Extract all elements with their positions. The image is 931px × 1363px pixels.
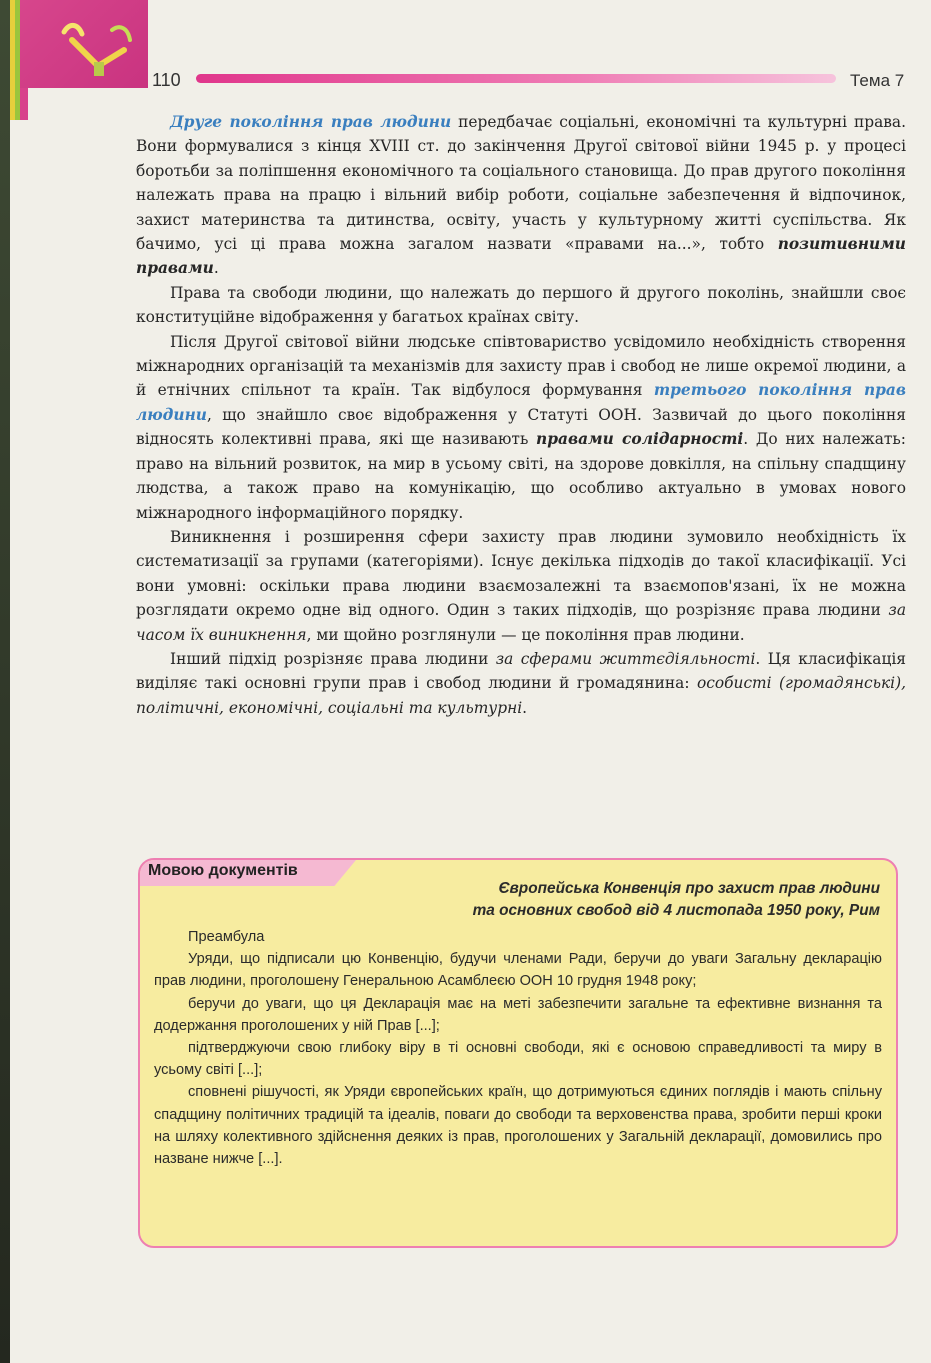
paragraph-text: . До них належать: право на вільний розвиток, на мир в усьому світі, на здорове довкілля, на спільну спадщину людства, а також право на комунікацію, що особливо актуально в умовах нового міжнародного інформаційного порядку.: [136, 430, 906, 522]
paragraph-third-generation: [136, 330, 906, 525]
term-second-generation: Друге покоління прав людини: [170, 113, 452, 131]
paragraph-text: Після Другої світової війни людське співтовариство усвідомило необхідність створення міжнародних організацій та механізмів для захисту прав і свобод не лише окремої людини, а й етнічних спільнот та країн. Так відбулося формування: [136, 332, 906, 400]
term-by-time: за часом їх виникнення: [136, 601, 906, 644]
paragraph-second-generation: [136, 110, 906, 281]
topic-label: Тема 7: [850, 71, 905, 90]
document-paragraph: беручи до уваги, що ця Декларація має на меті забезпечити загальне та ефективне визнання та додержання проголошених у ній Прав [...];: [154, 995, 882, 1034]
document-title-line: та основних свобод від 4 листопада 1950 року, Рим: [472, 902, 880, 919]
term-positive-rights: позитивними правами: [136, 235, 906, 278]
term-third-generation: третього покоління прав людини: [136, 381, 906, 424]
document-paragraph: підтверджуючи свою глибоку віру в ті основні свободи, які є основою справедливості та миру в усьому світі [...];: [154, 1040, 882, 1079]
term-solidarity-rights: правами солідарності: [536, 430, 744, 449]
scales-icon: [58, 20, 138, 80]
document-heading: Преамбула: [188, 929, 265, 945]
paragraph-text: .: [522, 698, 528, 717]
paragraph-constitutional: Права та свободи людини, що належать до першого й другого поколінь, знайшли своє конституційне відображення у багатьох країнах світу.: [136, 283, 906, 327]
main-text: [136, 110, 906, 720]
paragraph-text: .: [213, 259, 219, 278]
paragraph-spheres: [136, 647, 906, 720]
header-rule: [196, 74, 836, 83]
document-box: [138, 858, 898, 1248]
paragraph-text: Виникнення і розширення сфери захисту прав людини зумовило необхідність їх систематизації за групами (категоріями). Існує декілька підходів до такої класифікації. Усі вони умовні: оскільки права людини взаємозалежні та взаємопов'язані, їх не можна розглядати окремо одне від одного. Один з таких підходів, що розрізняє права людини: [136, 527, 906, 620]
paragraph-text: Інший підхід розрізняє права людини: [170, 649, 496, 668]
term-rights-groups: особисті (громадянські), політичні, економічні, соціальні та культурні: [136, 674, 906, 717]
paragraph-text: , ми щойно розглянули — це покоління прав людини.: [306, 625, 745, 644]
paragraph-text: , що знайшло своє відображення у Статуті ООН. Зазвичай до цього покоління відносять колективні права, які ще називають: [136, 405, 906, 449]
page-edge-shadow: [0, 0, 10, 1363]
document-title-line: Європейська Конвенція про захист прав людини: [498, 880, 880, 897]
page-number: 110: [152, 70, 181, 90]
paragraph-text: . Ця класифікація виділяє такі основні групи прав і свобод людини й громадянина:: [136, 649, 906, 693]
document-paragraph: сповнені рішучості, як Уряди європейських країн, що дотримуються єдиних поглядів і мають спільну спадщину політичних традицій та ідеалів, поваги до свободи та верховенства права, зробити перші кроки на шляху колективного здійснення деяких із прав, проголошених у Загальній декларації, домовились про назване нижче [...].: [154, 1084, 882, 1168]
document-body: [154, 878, 882, 1170]
paragraph-text: передбачає соціальні, економічні та культурні права. Вони формувалися з кінця XVIII ст. до закінчення Другої світової війни 1945 р. у процесі боротьби за поліпшення економічного та соціального становища. До прав другого покоління належать права на працю і вільний вибір роботи, соціальне забезпечення й відпочинок, захист материнства та дитинства, освіту, участь у культурному житті суспільства. Як бачимо, усі ці права можна загалом назвати «правами на...», тобто: [136, 113, 906, 254]
document-paragraph: Уряди, що підписали цю Конвенцію, будучи членами Ради, беручи до уваги Загальну декларацію прав людини, проголошену Генеральною Асамблеєю ООН 10 грудня 1948 року;: [154, 951, 882, 990]
paragraph-classification: [136, 525, 906, 647]
document-tab-label: Мовою документів: [148, 862, 298, 879]
document-title: [154, 878, 882, 922]
term-by-spheres: за сферами життєдіяльності: [495, 649, 756, 668]
